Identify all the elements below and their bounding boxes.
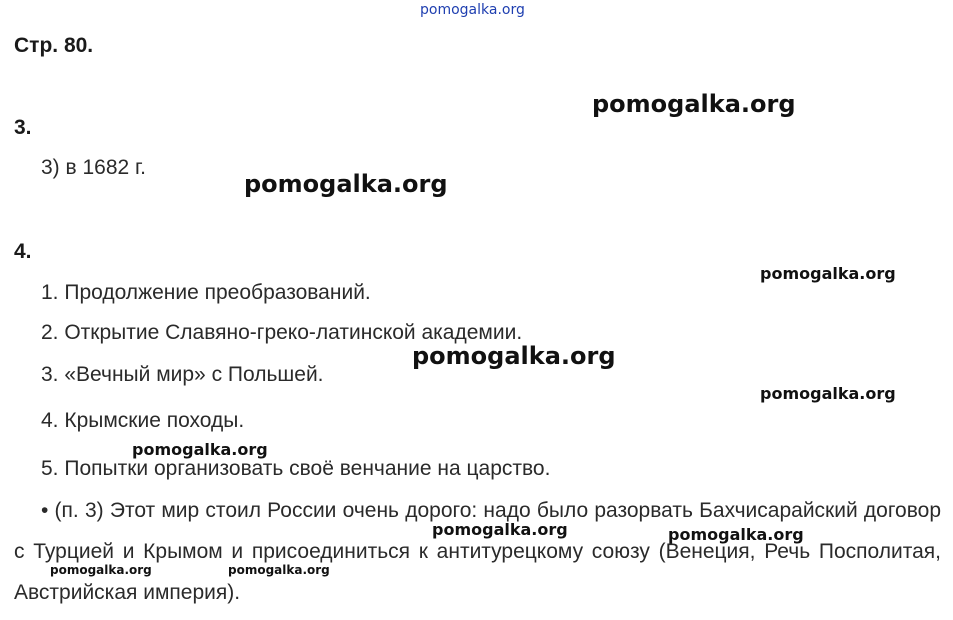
task-4-item: 5. Попытки организовать своё венчание на царство. [41, 457, 551, 480]
header-watermark: pomogalka.org [420, 2, 525, 18]
watermark: pomogalka.org [50, 563, 152, 577]
watermark: pomogalka.org [760, 384, 896, 403]
task-4-item: 2. Открытие Славяно-греко-латинской академии. [41, 321, 523, 344]
task-4-item: 3. «Вечный мир» с Польшей. [41, 363, 324, 386]
task-4-note: • (п. 3) Этот мир стоил России очень дорого: надо было разорвать Бахчисарайский договор с Турцией и Крымом и присоединиться к антитурецкому союзу (Венеция, Речь Посполитая, Австрийская империя). [14, 499, 941, 604]
task-3-answer: 3) в 1682 г. [41, 156, 146, 179]
task-4-number: 4. [14, 240, 32, 263]
page-reference: Стр. 80. [14, 34, 94, 57]
task-4-item: 4. Крымские походы. [41, 409, 245, 432]
watermark: pomogalka.org [760, 264, 896, 283]
task-3-number: 3. [14, 116, 32, 139]
watermark: pomogalka.org [244, 170, 448, 198]
task-4-item: 1. Продолжение преобразований. [41, 281, 371, 304]
watermark: pomogalka.org [228, 563, 330, 577]
watermark: pomogalka.org [668, 525, 804, 544]
watermark: pomogalka.org [132, 440, 268, 459]
watermark: pomogalka.org [432, 520, 568, 539]
watermark: pomogalka.org [412, 342, 616, 370]
watermark: pomogalka.org [592, 90, 796, 118]
